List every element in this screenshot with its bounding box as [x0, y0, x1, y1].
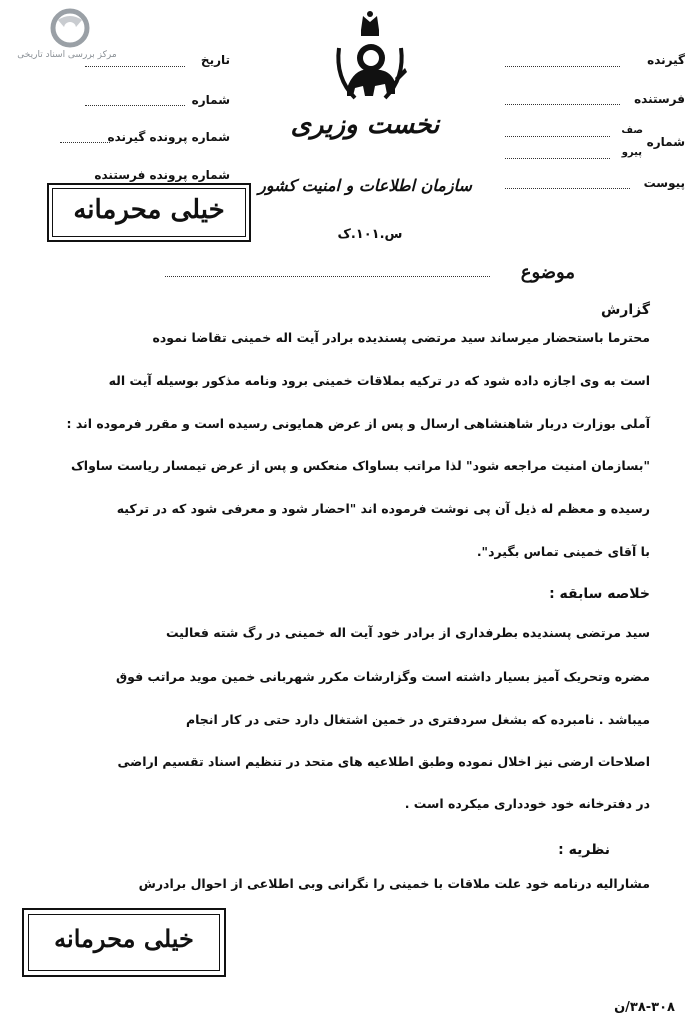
recipient-file-label: شماره پرونده گیرنده	[107, 130, 230, 144]
classification-stamp	[47, 183, 251, 242]
org-name: نخست وزیری	[290, 110, 440, 140]
archive-logo	[12, 8, 122, 66]
recipient-file-field	[60, 142, 110, 143]
archive-logo-icon	[40, 8, 100, 48]
report-label: گزارش	[600, 302, 650, 318]
sender-label: فرستنده	[634, 92, 685, 106]
date-label: تاریخ	[200, 53, 230, 67]
lion-and-sun-emblem-icon	[325, 8, 415, 108]
report-line-3: آملی بوزارت دربار شاهنشاهی ارسال و پس از عرض همایونی رسیده است و مقرر فرموده اند :	[66, 416, 650, 431]
opinion-label: نظریه :	[558, 842, 610, 858]
background-line-3: میباشد . نامبرده که بشغل سردفتری در خمین اشتغال دارد حتی در کار انجام	[185, 712, 650, 727]
recipient-label: گیرنده	[647, 53, 685, 67]
report-line-2: است به وی اجازه داده شود که در ترکیه بملاقات خمینی برود ونامه مذکور بوسیله آیت اله	[108, 373, 650, 388]
date-field	[85, 66, 185, 67]
ref-number-row2: پیرو	[621, 147, 642, 158]
archive-logo-text: مرکز بررسی اسناد تاریخی	[17, 50, 117, 60]
ref-number-field-1	[505, 136, 610, 137]
background-line-4: اصلاحات ارضی نیز اخلال نموده وطبق اطلاعیه های متحد در تنظیم اسناد تقسیم اراضی	[117, 754, 650, 769]
background-label: خلاصه سابقه :	[549, 586, 650, 602]
background-line-1: سید مرتضی پسندیده بطرفداری از برادر خود آیت اله خمینی در رگ شته فعالیت	[165, 625, 650, 640]
report-line-6: با آقای خمینی تماس بگیرد".	[476, 544, 650, 559]
subject-label: موضوع	[520, 262, 575, 283]
attachment-field	[505, 188, 630, 189]
ref-number-label: شماره	[646, 135, 685, 149]
org-code: س.۱۰۱.ک	[337, 227, 403, 242]
background-line-2: مضره وتحریک آمیز بسیار داشته است وگزارشات مکرر شهربانی خمین موید مراتب فوق	[116, 669, 650, 684]
number-label: شماره	[191, 93, 230, 107]
number-field	[85, 105, 185, 106]
opinion-line-1: مشارالیه درنامه خود علت ملاقات با خمینی را نگرانی وبی اطلاعی از احوال برادرش	[138, 876, 650, 891]
report-line-1: محترما باستحضار میرساند سید مرتضی پسندیده برادر آیت اله خمینی تقاضا نموده	[152, 330, 650, 345]
bottom-classification-stamp	[22, 908, 226, 977]
report-line-5: رسیده و معظم له ذیل آن پی نوشت فرموده اند "احضار شود و معرفی شود که در ترکیه	[116, 501, 650, 516]
background-line-5: در دفترخانه خود خودداری میکرده است .	[404, 796, 650, 811]
document-number: ۳۸-۳۰۸/ن	[614, 1000, 675, 1015]
sub-org-name: سازمان اطلاعات و امنیت کشور	[258, 176, 472, 195]
classification-stamp-text: خیلی محرمانه	[73, 195, 225, 225]
ref-number-row1: صف	[621, 125, 643, 136]
attachment-label: پیوست	[643, 176, 685, 190]
sender-file-label: شماره پرونده فرستنده	[94, 168, 230, 182]
recipient-field	[505, 66, 620, 67]
sender-field	[505, 104, 620, 105]
bottom-stamp-text: خیلی محرمانه	[54, 924, 194, 953]
ref-number-field-2	[505, 158, 610, 159]
subject-field	[165, 276, 490, 277]
report-line-4: "بسازمان امنیت مراجعه شود" لذا مراتب بساواک منعکس و پس از عرض تیمسار ریاست ساواک	[70, 458, 650, 473]
